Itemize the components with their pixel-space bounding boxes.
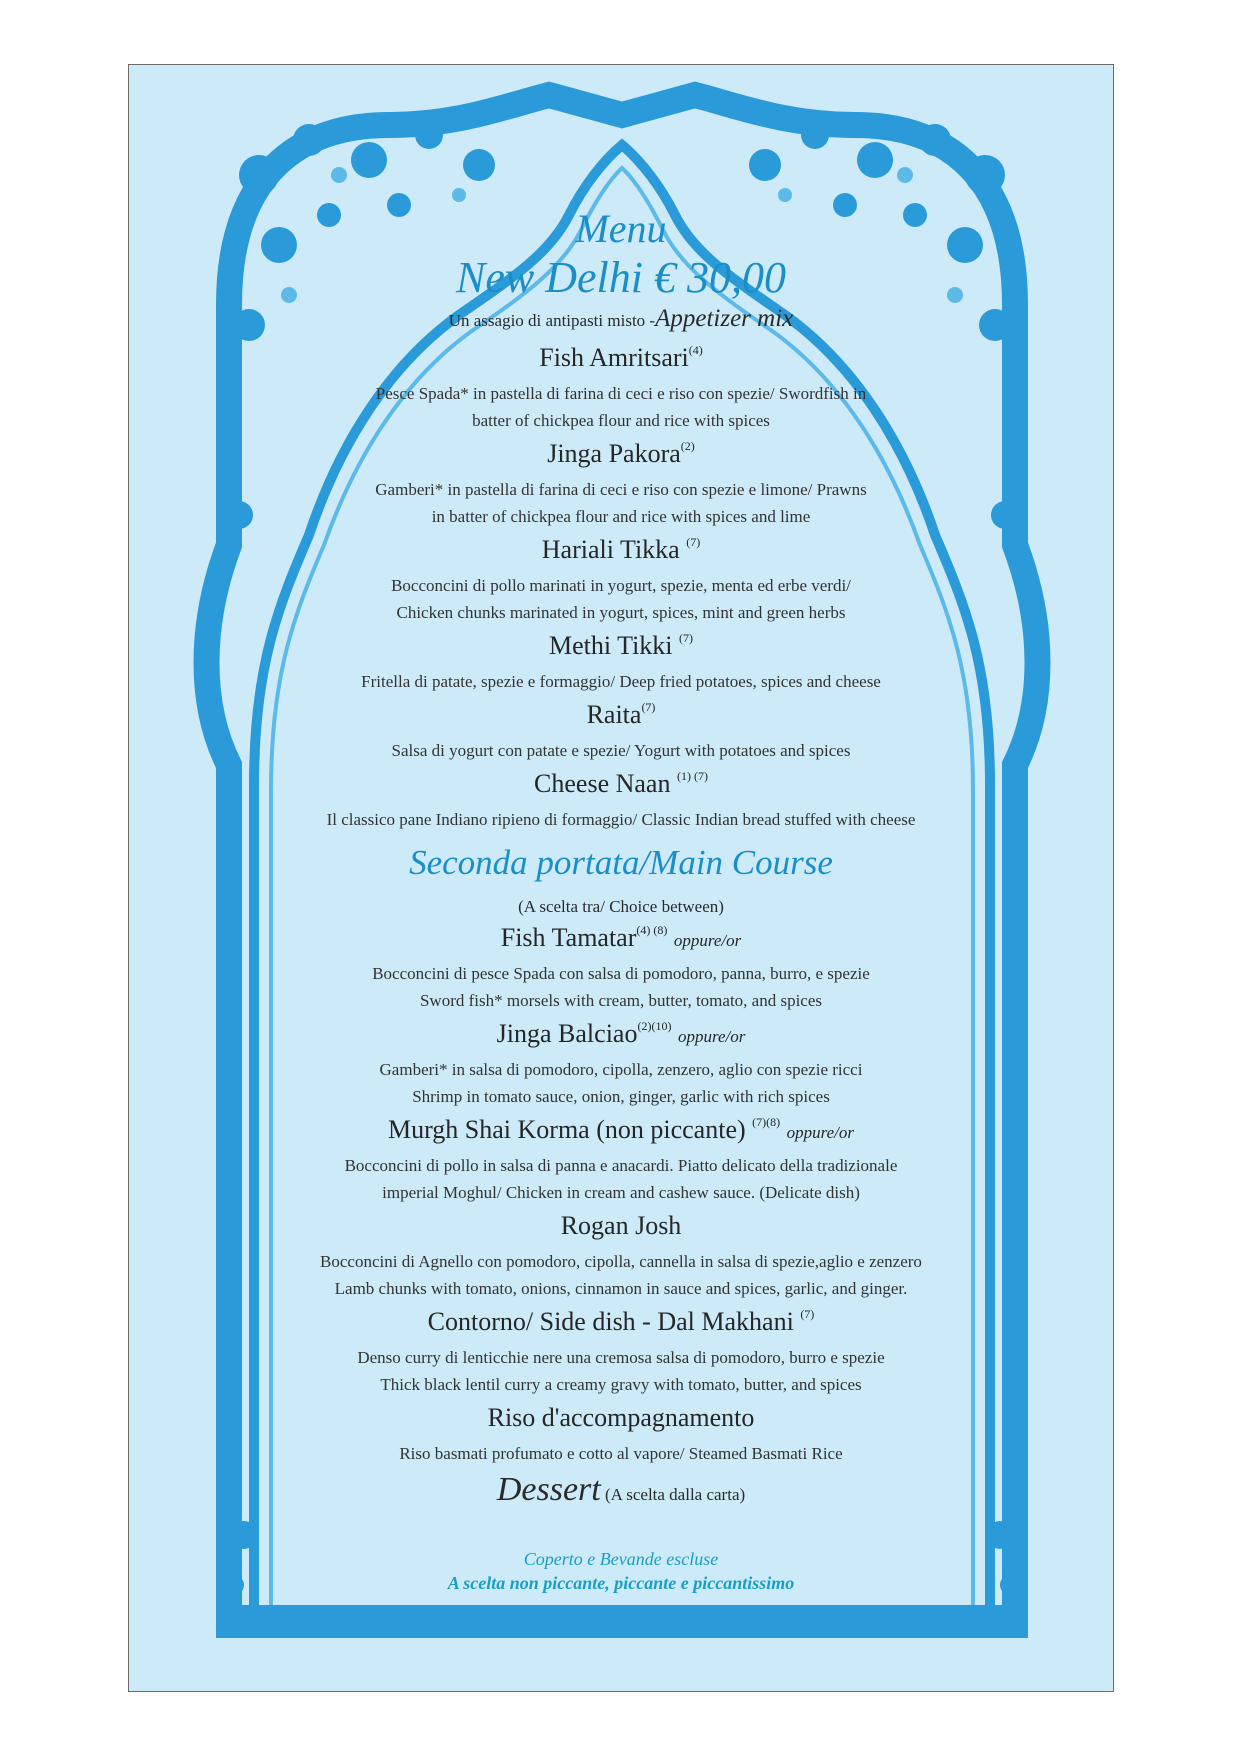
dish-description: Shrimp in tomato sauce, onion, ginger, garlic with rich spices [412, 1087, 830, 1106]
menu-name-price: New Delhi € 30,00 [456, 253, 786, 302]
main-course-title: Seconda portata/Main Course [409, 843, 833, 882]
dish-description: Pesce Spada* in pastella di farina di ceci e riso con spezie/ Swordfish in [375, 384, 867, 403]
dish-jinga-pakora: Jinga Pakora$^{(2)}$ [547, 439, 695, 468]
dish-methi-tikki: Methi Tikki $^{(7)}$ [548, 631, 694, 660]
dish-description: Il classico pane Indiano ripieno di formaggio/ Classic Indian bread stuffed with cheese [326, 810, 916, 829]
dish-description: Sword fish* morsels with cream, butter, tomato, and spices [419, 991, 823, 1010]
dessert-line: Dessert (A scelta dalla carta) [496, 1471, 746, 1508]
dish-description: Bocconcini di Agnello con pomodoro, cipolla, cannella in salsa di spezie,aglio e zenzero [320, 1252, 922, 1271]
dish-description: Thick black lentil curry a creamy gravy with tomato, butter, and spices [380, 1375, 862, 1394]
dish-murgh-shai-korma: Murgh Shai Korma (non piccante) $^{(7)(8)}$ oppure/or [387, 1115, 854, 1144]
dish-description: in batter of chickpea flour and rice with spices and lime [431, 507, 811, 526]
footer-spice-note: A scelta non piccante, piccante e piccantissimo [447, 1573, 795, 1593]
appetizer-intro: Un assagio di antipasti misto -Appetizer mix [448, 305, 794, 332]
dish-description: Bocconcini di pollo marinati in yogurt, spezie, menta ed erbe verdi/ [391, 576, 851, 595]
dish-riso: Riso d'accompagnamento [487, 1403, 755, 1432]
footer-cover-note: Coperto e Bevande escluse [523, 1549, 719, 1569]
dish-cheese-naan: Cheese Naan $^{(1) (7)}$ [534, 769, 708, 798]
dish-description: Gamberi* in salsa di pomodoro, cipolla, zenzero, aglio con spezie ricci [379, 1060, 863, 1079]
dish-description: Salsa di yogurt con patate e spezie/ Yogurt with potatoes and spices [391, 741, 851, 760]
dish-jinga-balciao: Jinga Balciao$^{(2)(10)}$ oppure/or [496, 1019, 746, 1048]
dish-description: Gamberi* in pastella di farina di ceci e riso con spezie e limone/ Prawns [375, 480, 867, 499]
dish-rogan-josh: Rogan Josh [560, 1211, 682, 1240]
dish-description: Denso curry di lenticchie nere una cremosa salsa di pomodoro, burro e spezie [357, 1348, 885, 1367]
dish-description: Fritella di patate, spezie e formaggio/ Deep fried potatoes, spices and cheese [361, 672, 881, 691]
dish-description: Chicken chunks marinated in yogurt, spices, mint and green herbs [396, 603, 846, 622]
menu-sheet [128, 64, 1114, 1692]
dish-description: imperial Moghul/ Chicken in cream and cashew sauce. (Delicate dish) [382, 1183, 860, 1202]
main-course-choice: (A scelta tra/ Choice between) [518, 897, 724, 916]
dish-raita: Raita$^{(7)}$ [586, 700, 656, 729]
dish-description: Bocconcini di pesce Spada con salsa di pomodoro, panna, burro, e spezie [372, 964, 870, 983]
dish-description: Bocconcini di pollo in salsa di panna e anacardi. Piatto delicato della tradizionale [344, 1156, 898, 1175]
dish-description: batter of chickpea flour and rice with spices [472, 411, 770, 430]
menu-title: Menu [575, 206, 667, 251]
dish-dal-makhani: Contorno/ Side dish - Dal Makhani $^{(7)}$ [427, 1307, 815, 1336]
dish-fish-amritsari: Fish Amritsari$^{(4)}$ [539, 343, 703, 372]
dish-description: Riso basmati profumato e cotto al vapore/ Steamed Basmati Rice [399, 1444, 843, 1463]
dish-hariali-tikka: Hariali Tikka $^{(7)}$ [541, 535, 701, 564]
dish-description: Lamb chunks with tomato, onions, cinnamon in sauce and spices, garlic, and ginger. [334, 1279, 908, 1298]
dish-fish-tamatar: Fish Tamatar$^{(4) (8)}$ oppure/or [500, 923, 742, 952]
